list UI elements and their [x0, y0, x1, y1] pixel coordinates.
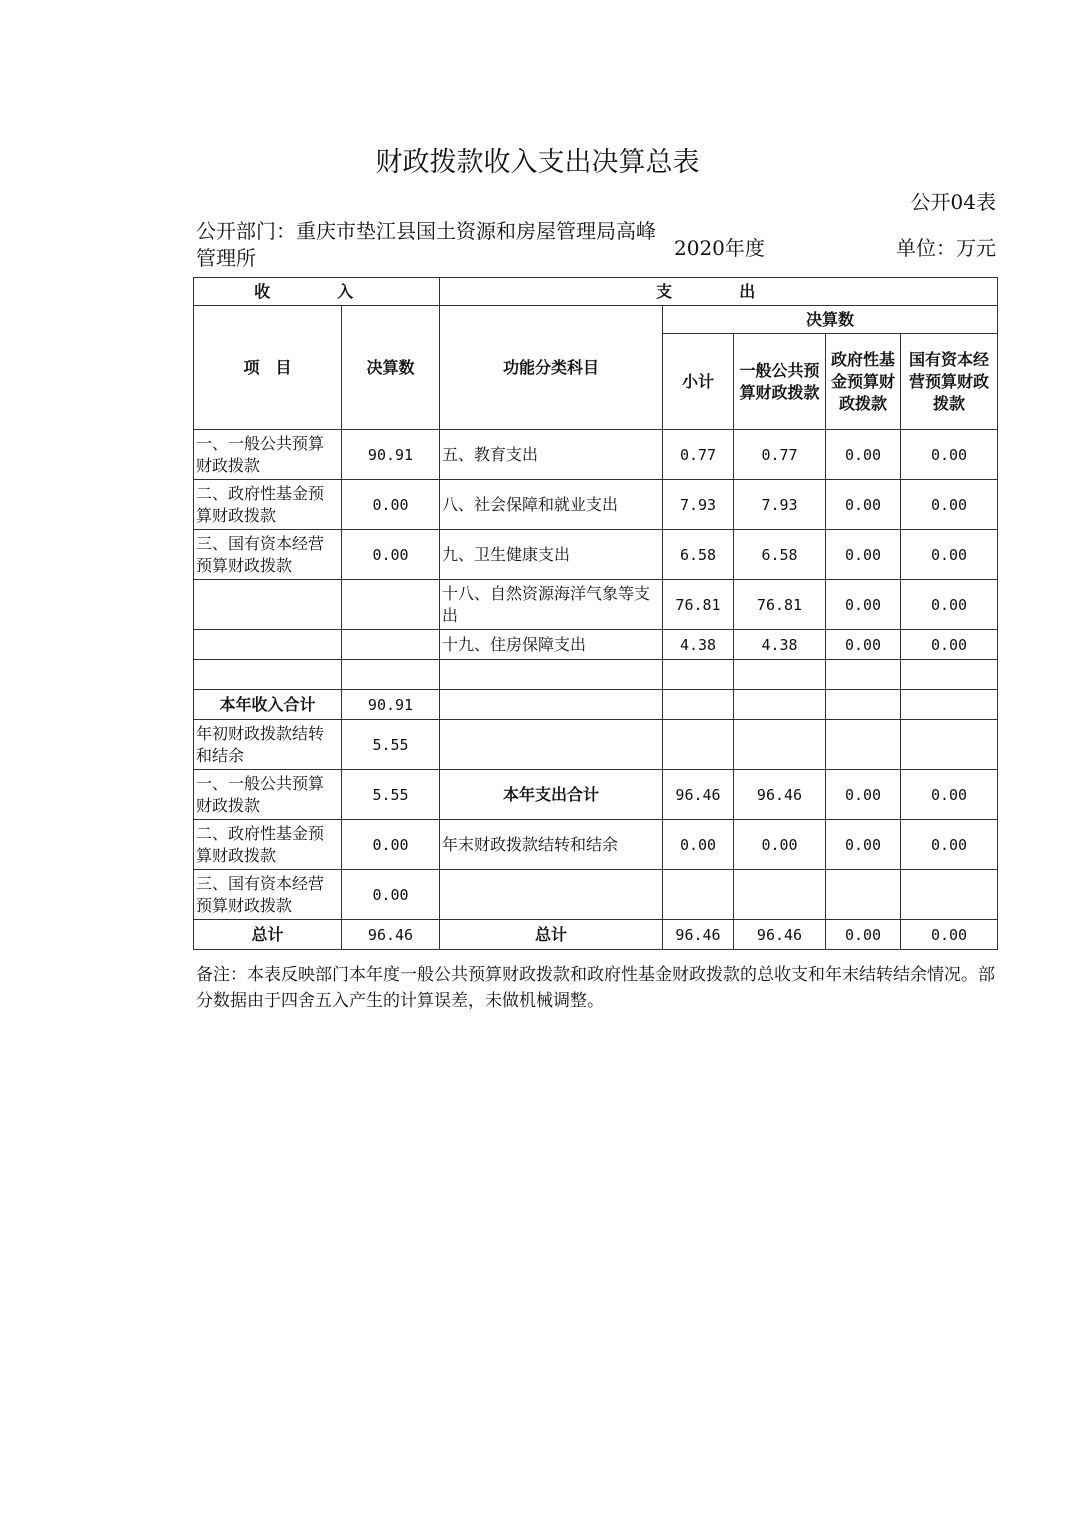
- table-cell: 一、一般公共预算财政拨款: [194, 770, 342, 820]
- table-cell: 三、国有资本经营预算财政拨款: [194, 530, 342, 580]
- table-cell: 0.00: [826, 920, 901, 950]
- table-cell: 0.00: [901, 480, 998, 530]
- table-cell: 0.00: [826, 480, 901, 530]
- table-cell: 0.00: [901, 920, 998, 950]
- table-cell: [901, 690, 998, 720]
- table-cell: [901, 720, 998, 770]
- table-cell: 年初财政拨款结转和结余: [194, 720, 342, 770]
- table-row: [194, 720, 998, 770]
- table-cell: 0.00: [342, 480, 440, 530]
- table-cell: 0.00: [826, 430, 901, 480]
- table-cell: [663, 690, 734, 720]
- table-cell: [194, 630, 342, 660]
- table-cell: 一、一般公共预算财政拨款: [194, 430, 342, 480]
- budget-table: [193, 277, 998, 950]
- table-cell: 76.81: [734, 580, 826, 630]
- table-cell: 0.00: [342, 870, 440, 920]
- page-title: 财政拨款收入支出决算总表: [375, 147, 700, 178]
- footnote: 备注：本表反映部门本年度一般公共预算财政拨款和政府性基金财政拨款的总收支和年末结转结余情况。部分数据由于四舍五入产生的计算误差，未做机械调整。: [196, 965, 995, 1011]
- table-cell: [663, 660, 734, 690]
- form-number: 公开04表: [910, 190, 996, 214]
- table-cell: 0.00: [901, 580, 998, 630]
- table-cell: 96.46: [342, 920, 440, 950]
- table-cell: 0.00: [826, 580, 901, 630]
- table-cell: 0.00: [826, 820, 901, 870]
- table-row: [194, 530, 998, 580]
- table-cell: [342, 660, 440, 690]
- table-cell: [663, 720, 734, 770]
- table-cell: 十八、自然资源海洋气象等支出: [440, 580, 663, 630]
- table-cell: 总计: [440, 920, 663, 950]
- unit-label: 单位：万元: [896, 236, 996, 260]
- table-cell: [901, 660, 998, 690]
- table-cell: 76.81: [663, 580, 734, 630]
- table-cell: [734, 660, 826, 690]
- col-subtotal: 小计: [663, 334, 734, 430]
- table-cell: 三、国有资本经营预算财政拨款: [194, 870, 342, 920]
- table-cell: 十九、住房保障支出: [440, 630, 663, 660]
- table-cell: [901, 870, 998, 920]
- table-cell: 五、教育支出: [440, 430, 663, 480]
- col-general: 一般公共预算财政拨款: [734, 334, 826, 430]
- table-row: [194, 870, 998, 920]
- table-cell: [342, 630, 440, 660]
- table-cell: [826, 870, 901, 920]
- table-row: [194, 630, 998, 660]
- table-cell: [734, 720, 826, 770]
- table-cell: 0.00: [826, 630, 901, 660]
- table-cell: 0.77: [663, 430, 734, 480]
- table-cell: 96.46: [663, 770, 734, 820]
- table-cell: 年末财政拨款结转和结余: [440, 820, 663, 870]
- table-cell: 二、政府性基金预算财政拨款: [194, 820, 342, 870]
- table-cell: 90.91: [342, 430, 440, 480]
- table-cell: 八、社会保障和就业支出: [440, 480, 663, 530]
- table-cell: 4.38: [734, 630, 826, 660]
- table-cell: 96.46: [663, 920, 734, 950]
- table-cell: [826, 690, 901, 720]
- table-cell: [342, 580, 440, 630]
- table-cell: 4.38: [663, 630, 734, 660]
- department-label: 公开部门：重庆市垫江县国土资源和房屋管理局高峰管理所: [196, 219, 656, 270]
- table-cell: 0.00: [342, 530, 440, 580]
- table-cell: 5.55: [342, 770, 440, 820]
- table-row: [194, 480, 998, 530]
- table-cell: 本年支出合计: [440, 770, 663, 820]
- table-cell: 96.46: [734, 770, 826, 820]
- table-row: [194, 430, 998, 480]
- table-cell: 0.00: [663, 820, 734, 870]
- table-cell: 0.00: [901, 630, 998, 660]
- table-cell: 0.00: [826, 770, 901, 820]
- table-cell: 0.00: [901, 530, 998, 580]
- table-cell: [440, 720, 663, 770]
- table-row: [194, 580, 998, 630]
- table-row: [194, 820, 998, 870]
- table-cell: 6.58: [734, 530, 826, 580]
- col-gov-fund: 政府性基金预算财政拨款: [826, 334, 901, 430]
- table-cell: [734, 870, 826, 920]
- table-cell: [734, 690, 826, 720]
- table-cell: [440, 870, 663, 920]
- table-cell: 7.93: [734, 480, 826, 530]
- table-cell: 0.00: [901, 820, 998, 870]
- table-cell: 96.46: [734, 920, 826, 950]
- table-cell: 5.55: [342, 720, 440, 770]
- table-row: [194, 920, 998, 950]
- col-state-capital: 国有资本经营预算财政拨款: [901, 334, 998, 430]
- table-cell: 0.00: [901, 770, 998, 820]
- table-cell: 0.00: [901, 430, 998, 480]
- table-cell: 0.00: [826, 530, 901, 580]
- table-cell: [194, 660, 342, 690]
- table-cell: 90.91: [342, 690, 440, 720]
- table-cell: [663, 870, 734, 920]
- table-row: [194, 690, 998, 720]
- table-cell: 7.93: [663, 480, 734, 530]
- expense-header: 支 出: [440, 278, 998, 306]
- table-cell: [826, 660, 901, 690]
- table-row: [194, 660, 998, 690]
- table-cell: 本年收入合计: [194, 690, 342, 720]
- col-item: 项 目: [194, 306, 342, 430]
- table-cell: 九、卫生健康支出: [440, 530, 663, 580]
- table-cell: 总计: [194, 920, 342, 950]
- fiscal-year: 2020年度: [674, 236, 765, 260]
- table-cell: [194, 580, 342, 630]
- col-final-group: 决算数: [663, 306, 998, 334]
- table-cell: [440, 660, 663, 690]
- table-cell: 6.58: [663, 530, 734, 580]
- income-header: 收 入: [194, 278, 440, 306]
- col-amount: 决算数: [342, 306, 440, 430]
- table-cell: 0.00: [734, 820, 826, 870]
- table-cell: 二、政府性基金预算财政拨款: [194, 480, 342, 530]
- table-cell: 0.77: [734, 430, 826, 480]
- table-row: [194, 770, 998, 820]
- table-cell: [826, 720, 901, 770]
- table-cell: 0.00: [342, 820, 440, 870]
- col-function: 功能分类科目: [440, 306, 663, 430]
- table-cell: [440, 690, 663, 720]
